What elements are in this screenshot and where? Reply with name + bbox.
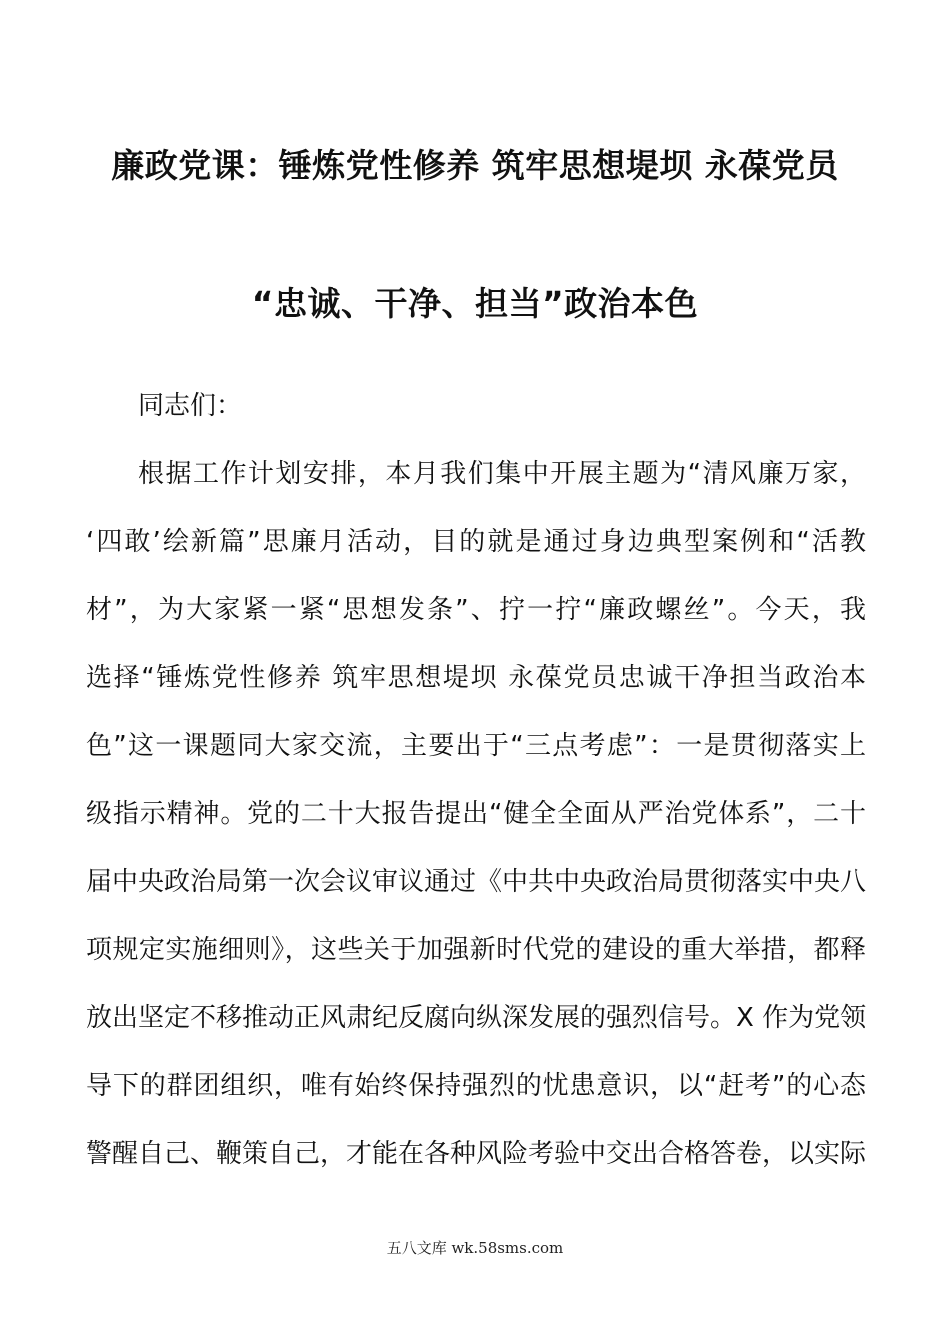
paragraph-line-1: 根据工作计划安排，本月我们集中开展主题为“清风廉万家， — [138, 459, 866, 489]
paragraph-line-6: 级指示精神。党的二十大报告提出“健全全面从严治党体系”，二十 — [86, 799, 866, 829]
paragraph-line-2: ‘四敢’绘新篇”思廉月活动，目的就是通过身边典型案例和“活教 — [86, 527, 866, 557]
salutation: 同志们： — [138, 391, 243, 421]
paragraph-line-5: 色”这一课题同大家交流，主要出于“三点考虑”：一是贯彻落实上 — [86, 731, 866, 761]
paragraph-line-3: 材”，为大家紧一紧“思想发条”、拧一拧“廉政螺丝”。今天，我 — [86, 595, 866, 625]
paragraph-line-10: 导下的群团组织，唯有始终保持强烈的忧患意识，以“赶考”的心态 — [86, 1071, 866, 1101]
paragraph-line-8: 项规定实施细则》，这些关于加强新时代党的建设的重大举措，都释 — [86, 935, 866, 965]
paragraph-line-9: 放出坚定不移推动正风肃纪反腐向纵深发展的强烈信号。X 作为党领 — [86, 1003, 866, 1033]
paragraph-line-11: 警醒自己、鞭策自己，才能在各种风险考验中交出合格答卷，以实际 — [86, 1139, 866, 1169]
paragraph-line-7: 届中央政治局第一次会议审议通过《中共中央政治局贯彻落实中央八 — [86, 867, 866, 897]
document-title-line-2: “忠诚、干净、担当”政治本色 — [251, 284, 699, 323]
paragraph-line-4: 选择“锤炼党性修养 筑牢思想堤坝 永葆党员忠诚干净担当政治本 — [86, 663, 866, 693]
document-title-line-1: 廉政党课：锤炼党性修养 筑牢思想堤坝 永葆党员 — [111, 146, 839, 185]
footer-watermark: 五八文库 wk.58sms.com — [386, 1239, 564, 1257]
